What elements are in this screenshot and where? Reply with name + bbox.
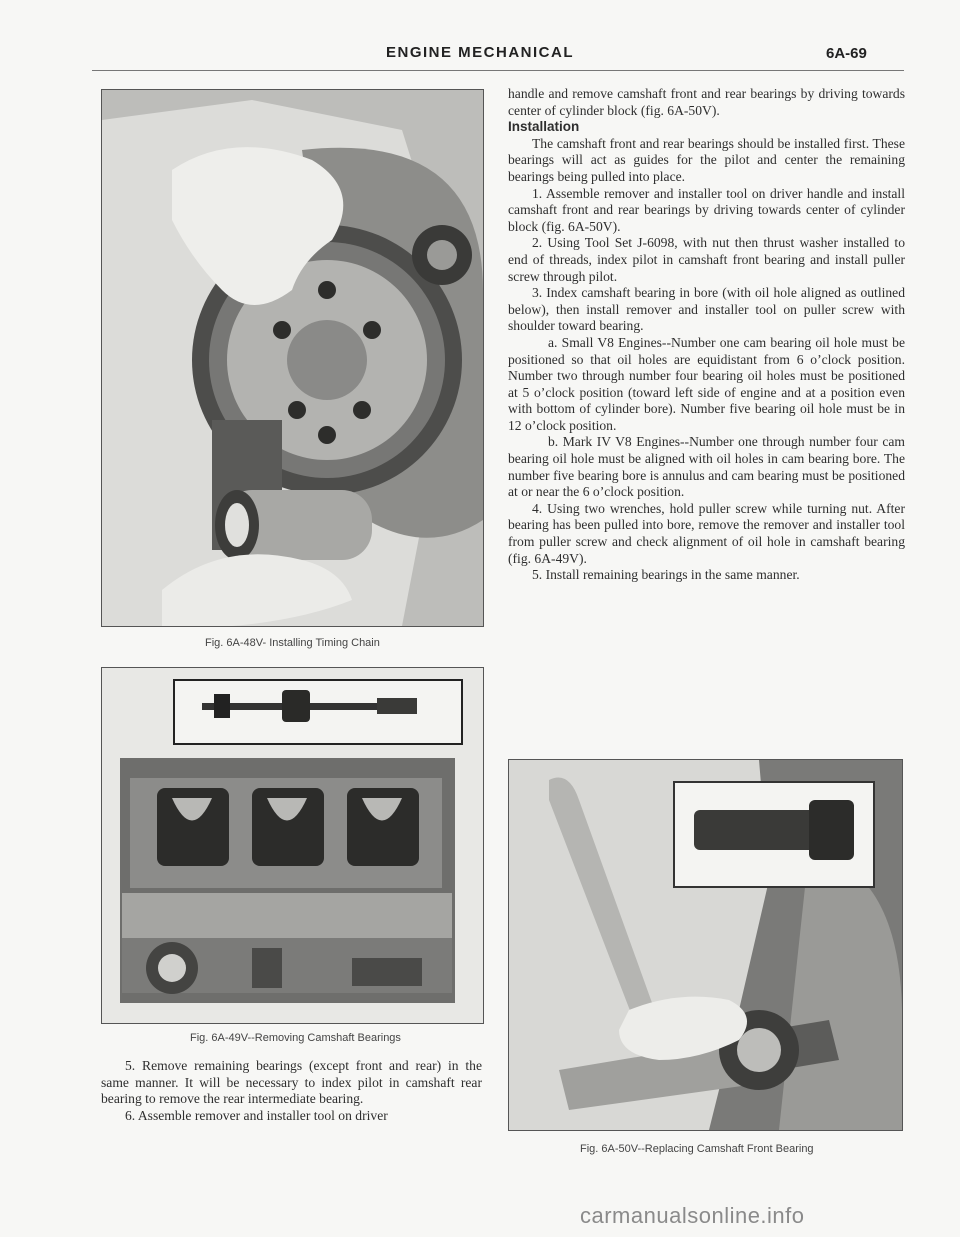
figure-removing-camshaft-bearings-photo (101, 667, 484, 1024)
watermark-text: carmanualsonline.info (580, 1203, 805, 1228)
step-3: 3. Index camshaft bearing in bore (with oil hole aligned as outlined below), then install remover and installer tool on puller screw with shoulder toward bearing. (508, 285, 905, 334)
left-column-text (101, 1058, 482, 1124)
figure-caption: Fig. 6A-49V--Removing Camshaft Bearings (190, 1032, 401, 1044)
step-1: 1. Assemble remover and installer tool on driver handle and install camshaft front and rear bearings by driving towards center of cylinder block (fig. 6A-50V). (508, 185, 905, 234)
step-4: 4. Using two wrenches, hold puller screw while turning nut. After bearing has been pulled into bore, remove the remover and installer tool from puller screw and check alignment of oil hole in camshaft bearing (fig. 6A-49V). (508, 500, 905, 566)
figure-caption: Fig. 6A-48V- Installing Timing Chain (205, 637, 380, 649)
step-2: 2. Using Tool Set J-6098, with nut then thrust washer installed to end of threads, index pilot in camshaft front bearing and install puller screw through pilot. (508, 235, 905, 284)
paragraph: 6. Assemble remover and installer tool on driver (125, 1107, 388, 1123)
cylinder-block-illustration (102, 668, 483, 1023)
figure-replacing-camshaft-front-bearing-photo (508, 759, 903, 1131)
camshaft-bearing-illustration (509, 760, 902, 1130)
figure-caption: Fig. 6A-50V--Replacing Camshaft Front Bearing (580, 1143, 814, 1155)
paragraph: handle and remove camshaft front and rear bearings by driving towards center of cylinder block (fig. 6A-50V). (508, 86, 905, 118)
figure-installing-timing-chain-photo (101, 89, 484, 627)
installation-heading: Installation (508, 119, 580, 135)
paragraph: 5. Remove remaining bearings (except front and rear) in the same manner. It will be necessary to index pilot in camshaft rear bearing to remove the rear intermediate bearing. (101, 1058, 482, 1107)
header-rule (92, 70, 904, 71)
step-3a: a. Small V8 Engines--Number one cam bearing oil hole must be positioned so that oil holes are equidistant from 6 o’clock position. Number two through number four bearing oil holes must be positioned at 5 o’clock position (toward left side of engine and at a position even with bottom of cylinder bore). Number five bearing oil hole must be in 12 o’clock position. (508, 334, 905, 433)
page-number: 6A-69 (826, 45, 867, 62)
right-column-text (508, 86, 905, 584)
timing-chain-illustration (102, 90, 483, 626)
step-3b: b. Mark IV V8 Engines--Number one through number four cam bearing oil hole must be aligned with oil holes in cam bearing bore. The number five bearing bore is annulus and cam bearing must be positioned at or near the 6 o’clock position. (508, 434, 905, 500)
paragraph: The camshaft front and rear bearings should be installed first. These bearings will act as guides for the pilot and center the remaining bearings being pulled into place. (508, 135, 905, 184)
step-5: 5. Install remaining bearings in the same manner. (532, 567, 800, 583)
section-title: ENGINE MECHANICAL (385, 44, 574, 61)
